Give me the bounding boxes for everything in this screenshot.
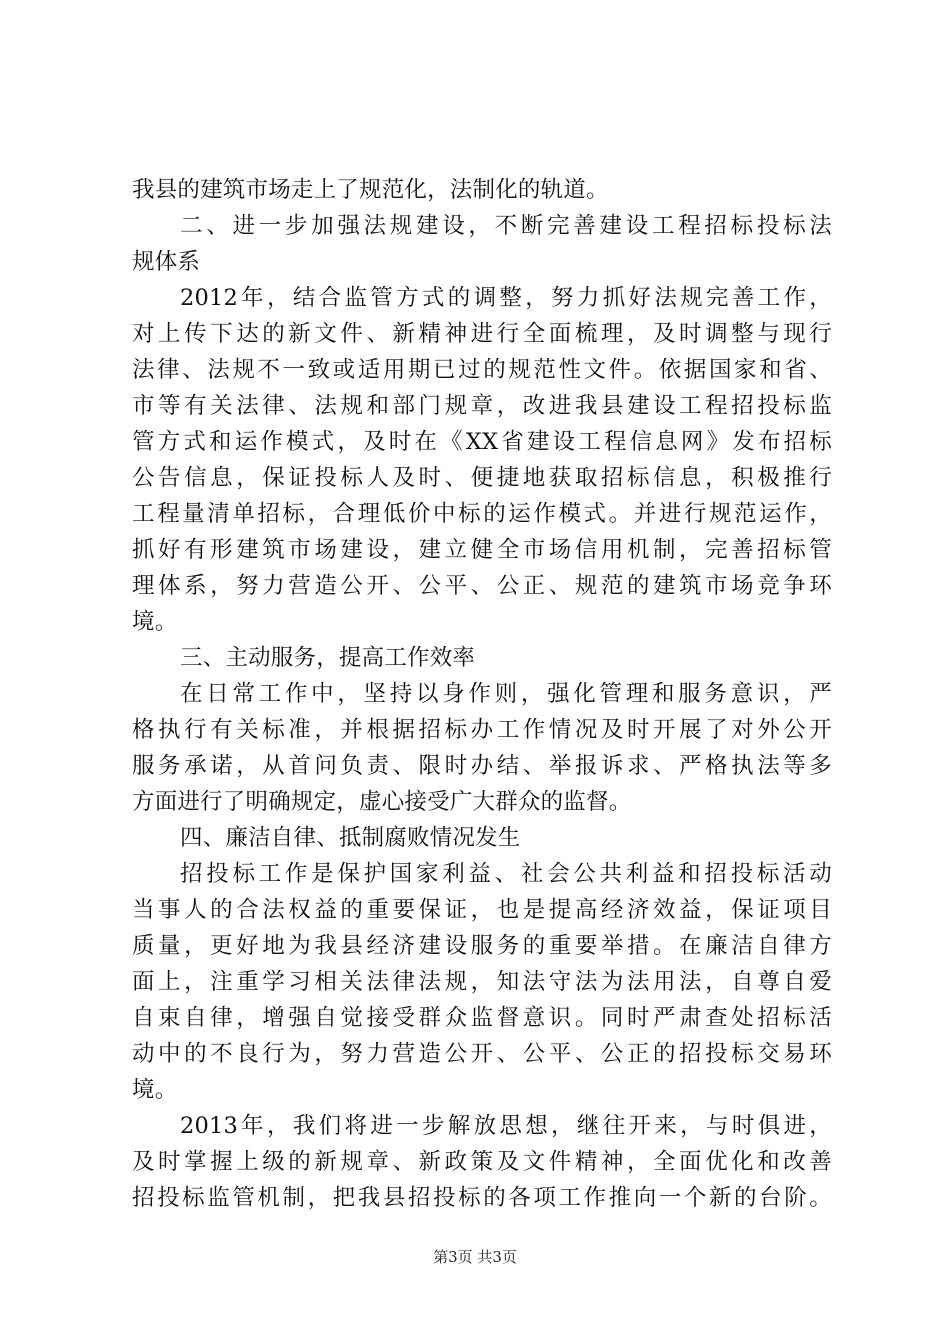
text-line: 2012年，结合监管方式的调整，努力抓好法规完善工作， bbox=[180, 285, 832, 311]
text-line: 三、主动服务，提高工作效率 bbox=[180, 645, 476, 671]
text-line: 管方式和运作模式，及时在《XX省建设工程信息网》发布招标 bbox=[132, 429, 832, 455]
text-line: 质量，更好地为我县经济建设服务的重要举措。在廉洁自律方 bbox=[132, 933, 832, 959]
text-line: 四、廉洁自律、抵制腐败情况发生 bbox=[180, 825, 521, 851]
text-line: 服务承诺，从首问负责、限时办结、举报诉求、严格执法等多 bbox=[132, 753, 832, 779]
text-line: 境。 bbox=[132, 609, 178, 635]
body-text bbox=[132, 172, 832, 1216]
text-line: 方面进行了明确规定，虚心接受广大群众的监督。 bbox=[132, 789, 632, 815]
text-line: 在日常工作中，坚持以身作则，强化管理和服务意识，严 bbox=[180, 681, 832, 707]
text-line: 动中的不良行为，努力营造公开、公平、公正的招投标交易环 bbox=[132, 1041, 832, 1067]
text-line: 及时掌握上级的新规章、新政策及文件精神，全面优化和改善 bbox=[132, 1149, 832, 1175]
text-line: 规体系 bbox=[132, 249, 201, 275]
text-line: 当事人的合法权益的重要保证，也是提高经济效益，保证项目 bbox=[132, 897, 832, 923]
text-line: 招投标监管机制，把我县招投标的各项工作推向一个新的台阶。 bbox=[132, 1185, 832, 1211]
text-line: 法律、法规不一致或适用期已过的规范性文件。依据国家和省、 bbox=[132, 357, 832, 383]
text-line: 我县的建筑市场走上了规范化，法制化的轨道。 bbox=[132, 177, 609, 203]
text-line: 公告信息，保证投标人及时、便捷地获取招标信息，积极推行 bbox=[132, 465, 832, 491]
text-line: 境。 bbox=[132, 1077, 178, 1103]
text-line: 二、进一步加强法规建设，不断完善建设工程招标投标法 bbox=[180, 213, 832, 239]
text-line: 自束自律，增强自觉接受群众监督意识。同时严肃查处招标活 bbox=[132, 1005, 832, 1031]
text-line: 工程量清单招标，合理低价中标的运作模式。并进行规范运作， bbox=[132, 501, 832, 527]
text-line: 对上传下达的新文件、新精神进行全面梳理，及时调整与现行 bbox=[132, 321, 832, 347]
text-line: 理体系，努力营造公开、公平、公正、规范的建筑市场竞争环 bbox=[132, 573, 832, 599]
page-footer: 第3页 共3页 bbox=[433, 1248, 517, 1266]
text-line: 抓好有形建筑市场建设，建立健全市场信用机制，完善招标管 bbox=[132, 537, 832, 563]
text-line: 2013年，我们将进一步解放思想，继往开来，与时俱进， bbox=[180, 1113, 832, 1139]
text-line: 市等有关法律、法规和部门规章，改进我县建设工程招投标监 bbox=[132, 393, 832, 419]
text-line: 招投标工作是保护国家利益、社会公共利益和招投标活动 bbox=[180, 861, 832, 887]
text-line: 格执行有关标准，并根据招标办工作情况及时开展了对外公开 bbox=[132, 717, 832, 743]
text-line: 面上，注重学习相关法律法规，知法守法为法用法，自尊自爱 bbox=[132, 969, 832, 995]
